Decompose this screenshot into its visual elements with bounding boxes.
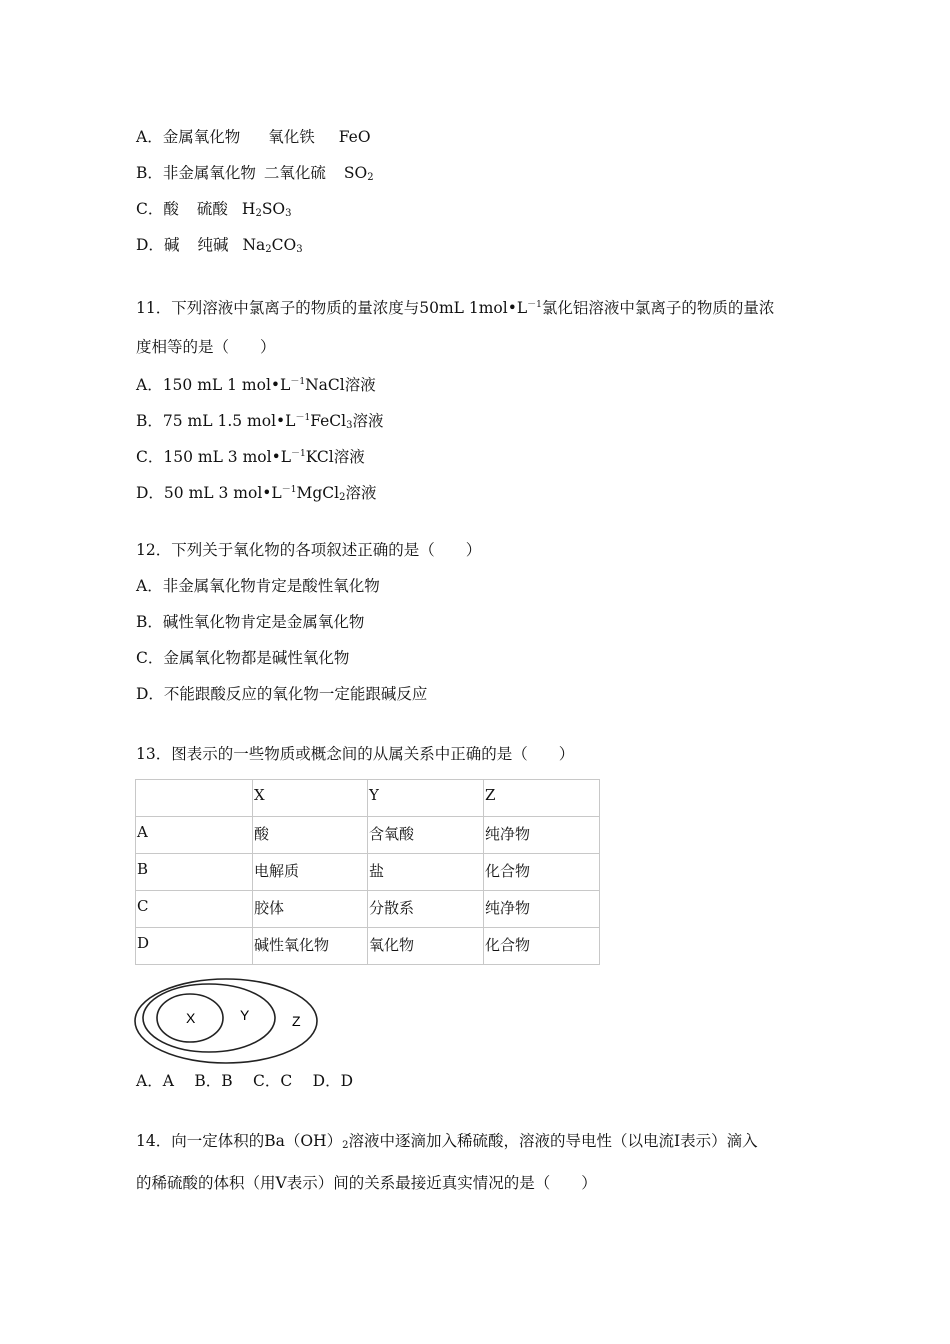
q11-stem: 11．下列溶液中氯离子的物质的量浓度与50mL $1mol•L^{-1}$氯化铝溶液中氯离子的物质的量浓: [136, 299, 775, 317]
table-cell: 分散系: [368, 891, 484, 928]
table-cell: 胶体: [253, 891, 368, 928]
table-cell: 化合物: [484, 854, 600, 891]
table-header-row: [136, 780, 600, 817]
q12-option-b: B．碱性氧化物肯定是金属氧化物: [136, 613, 365, 631]
q12-stem: 12．下列关于氧化物的各项叙述正确的是（ ）: [136, 541, 482, 559]
q14-stem: 14．向一定体积的$Ba(OH)_2$溶液中逐滴加入稀硫酸，溶液的导电性（以电流I表示）滴入: [136, 1132, 758, 1151]
table-cell: C: [136, 891, 253, 928]
venn-diagram: [134, 976, 322, 1066]
table-cell: 电解质: [253, 854, 368, 891]
table-row: [136, 817, 600, 854]
table-cell: Z: [484, 780, 600, 817]
q10-option-b: B．非金属氧化物 二氧化硫 $SO_2$: [136, 164, 374, 183]
table-cell: 氧化物: [368, 928, 484, 965]
q12-option-d: D．不能跟酸反应的氧化物一定能跟碱反应: [136, 685, 428, 703]
table-cell: 碱性氧化物: [253, 928, 368, 965]
q11-option-d: D．50 mL 3 $mol•L^{-1}MgCl_2$溶液: [136, 484, 377, 503]
q13-answer-options: A．A B．B C．C D．D: [136, 1072, 354, 1090]
q14-stem-line2: 的稀硫酸的体积（用V表示）间的关系最接近真实情况的是（ ）: [136, 1174, 597, 1192]
table-cell: [136, 780, 253, 817]
q11-option-a: A．150 mL 1 $mol•L^{-1}NaCl$溶液: [136, 376, 376, 394]
table-cell: B: [136, 854, 253, 891]
q10-option-a: A．金属氧化物 氧化铁 FeO: [136, 128, 371, 146]
q12-option-c: C．金属氧化物都是碱性氧化物: [136, 649, 350, 667]
table-cell: 酸: [253, 817, 368, 854]
table-cell: X: [253, 780, 368, 817]
venn-label-x: X: [186, 1010, 196, 1026]
q11-option-b: B．75 mL 1.5 $mol•L^{-1}FeCl_3$溶液: [136, 412, 384, 431]
table-cell: 纯净物: [484, 817, 600, 854]
q10-option-c: C．酸 硫酸 $H_2SO_3$: [136, 200, 292, 219]
table-row: [136, 854, 600, 891]
q13-stem: 13．图表示的一些物质或概念间的从属关系中正确的是（ ）: [136, 745, 575, 763]
table-cell: D: [136, 928, 253, 965]
q12-option-a: A．非金属氧化物肯定是酸性氧化物: [136, 577, 380, 595]
q11-option-c: C．150 mL 3 $mol•L^{-1}KCl$溶液: [136, 448, 365, 466]
q11-stem-line2: 度相等的是（ ）: [136, 338, 276, 356]
table-cell: A: [136, 817, 253, 854]
table-cell: Y: [368, 780, 484, 817]
table-cell: 盐: [368, 854, 484, 891]
q10-option-d: D．碱 纯碱 $Na_2CO_3$: [136, 236, 303, 255]
table-cell: 化合物: [484, 928, 600, 965]
venn-label-y: Y: [240, 1007, 250, 1023]
table-row: [136, 928, 600, 965]
table-cell: 含氧酸: [368, 817, 484, 854]
table-row: [136, 891, 600, 928]
table-cell: 纯净物: [484, 891, 600, 928]
q13-table: [135, 779, 600, 965]
venn-ellipse-y: [143, 984, 275, 1052]
venn-label-z: Z: [292, 1013, 301, 1029]
